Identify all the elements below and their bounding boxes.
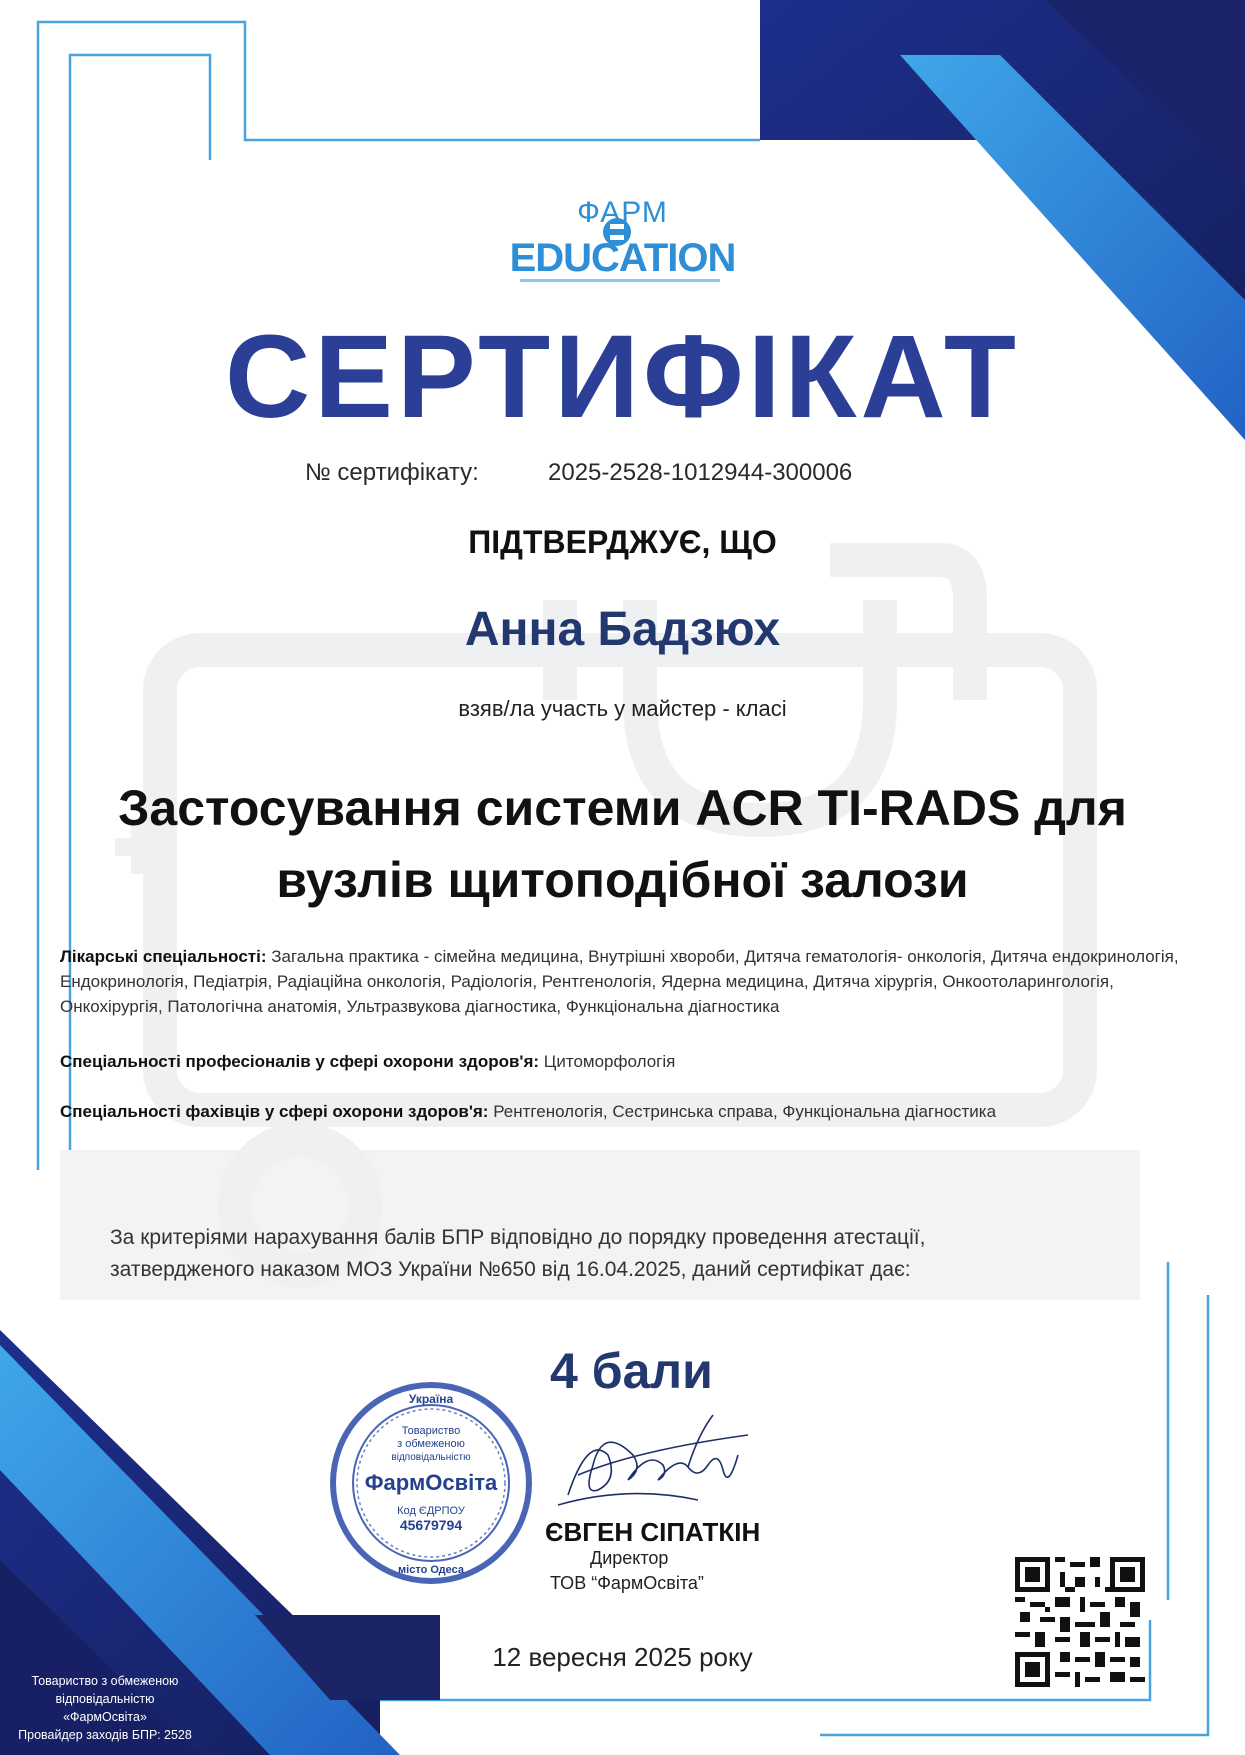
footer-line-4: Провайдер заходів БПР: 2528 — [18, 1728, 192, 1742]
specialty-label: Лікарські спеціальності: — [60, 947, 267, 966]
specialty-block-specialists — [60, 1099, 1210, 1124]
participant-name: Анна Бадзюх — [464, 603, 781, 656]
director-organization: ТОВ “ФармОсвіта” — [550, 1573, 704, 1593]
provider-footer — [10, 1672, 200, 1744]
confirms-heading: ПІДТВЕРДЖУЄ, ЩО — [468, 524, 777, 560]
specialty-label: Спеціальності фахівців у сфері охорони здоров'я: — [60, 1102, 489, 1121]
stamp-code-label: Код ЄДРПОУ — [397, 1505, 465, 1517]
stamp-line-3: відповідальністю — [391, 1452, 471, 1463]
stamp-company-name: ФармОсвіта — [364, 1470, 498, 1495]
points-awarded: 4 бали — [550, 1343, 713, 1399]
director-role: Директор — [590, 1548, 669, 1568]
criteria-line-1: За критеріями нарахування балів БПР відповідно до порядку проведення атестації, — [110, 1226, 926, 1249]
issue-date: 12 вересня 2025 року — [492, 1642, 753, 1672]
course-title-line-2: вузлів щитоподібної залози — [276, 852, 969, 908]
footer-line-1: Товариство з обмеженою — [31, 1674, 179, 1688]
specialty-label: Спеціальності професіоналів у сфері охорони здоров'я: — [60, 1052, 540, 1071]
certificate-number-label: № сертифікату: — [305, 459, 479, 486]
logo-farm-text: ФАРМ — [577, 196, 668, 229]
company-stamp — [328, 1380, 534, 1586]
specialty-text: Загальна практика - сімейна медицина, Внутрішні хвороби, Дитяча гематологія- онкологія, Дитяча ендокринологія, Ендокринологія, Педіатрія, Радіаційна онкологія, Радіологія, Рентгенологія, Ядерна медицина, Дитяча хірургія, Онкоотоларингологія, Онкохірургія, Патологічна анатомія, Ультразвукова діагностика, Функціональна діагностика — [60, 947, 1179, 1016]
certificate-title: СЕРТИФІКАТ — [225, 311, 1020, 443]
participation-text: взяв/ла участь у майстер - класі — [458, 696, 787, 721]
certificate-number-value: 2025-2528-1012944-300006 — [548, 459, 853, 486]
course-title — [40, 772, 1205, 916]
footer-line-2: відповідальністю — [55, 1692, 155, 1706]
director-signature — [548, 1395, 778, 1520]
specialty-block-doctors — [60, 944, 1210, 1019]
footer-line-3: «ФармОсвіта» — [63, 1710, 147, 1724]
course-title-line-1: Застосування системи ACR TI-RADS для — [118, 780, 1127, 836]
stamp-line-2: з обмеженою — [397, 1438, 465, 1450]
stamp-city: місто Одеса — [398, 1564, 464, 1576]
criteria-line-2: затвердженого наказом МОЗ України №650 від 16.04.2025, даний сертифікат дає: — [110, 1258, 911, 1281]
stamp-country: Україна — [408, 1392, 454, 1406]
specialty-block-professionals — [60, 1049, 1210, 1074]
specialty-text: Рентгенологія, Сестринська справа, Функціональна діагностика — [493, 1102, 997, 1121]
director-name: ЄВГЕН СІПАТКІН — [545, 1517, 761, 1547]
stamp-line-1: Товариство — [401, 1425, 461, 1437]
specialty-text: Цитоморфологія — [543, 1052, 676, 1071]
logo-education-text: EDUCATION — [509, 236, 736, 280]
stamp-code: 45679794 — [399, 1517, 463, 1533]
criteria-text — [110, 1222, 1070, 1286]
